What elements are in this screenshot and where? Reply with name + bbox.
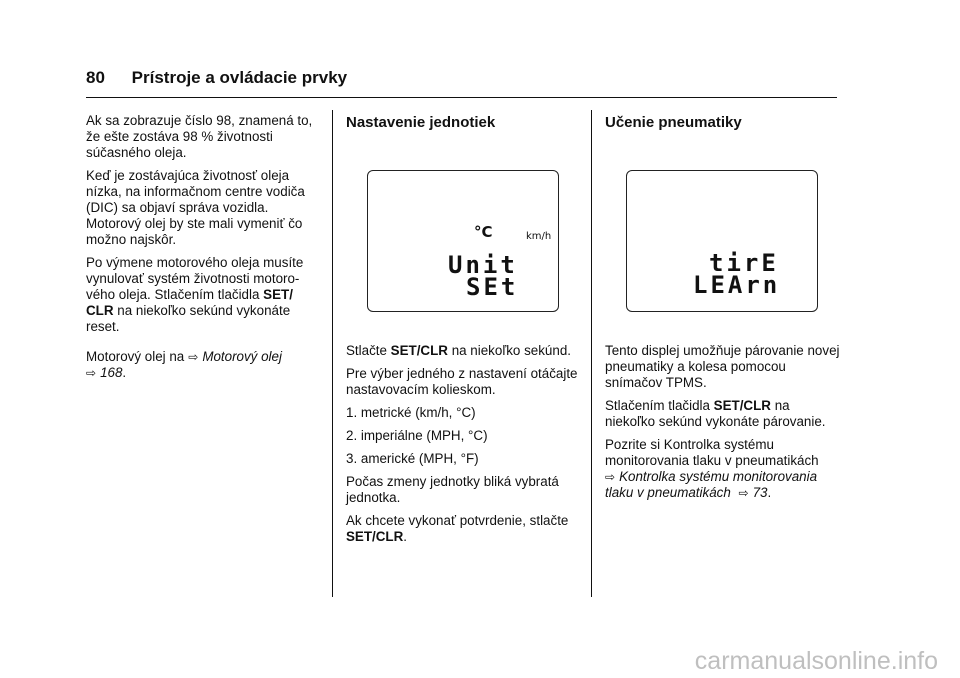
unit-settings-text [346, 343, 582, 552]
list-item: 2. imperiálne (MPH, °C) [346, 428, 488, 443]
page-reference[interactable]: 168 [100, 365, 123, 380]
column-divider [591, 110, 592, 597]
reference-arrow-icon: ⇨ [86, 366, 97, 380]
paragraph: Stlačte SET/CLR na niekoľko sekúnd. [346, 343, 571, 358]
list-item: 1. metrické (km/h, °C) [346, 405, 476, 420]
watermark: carmanualsonline.info [694, 647, 938, 675]
display-line-2: LEArn [693, 271, 781, 299]
paragraph: Ak chcete vykonať potvrdenie, stlačte SET/CLR. [346, 513, 569, 544]
lcd-display-tire-learn [626, 170, 818, 312]
page-number: 80 [86, 68, 105, 87]
paragraph: Pozrite si Kontrolka systému monitorovania tlaku v pneumatikách ⇨ Kontrolka systému monitorovania tlaku v pneumatikách ⇨ 73. [605, 437, 819, 500]
column-tire-learn [605, 114, 841, 132]
paragraph: Ak sa zobrazuje číslo 98, znamená to, že ešte zostáva 98 % životnosti súčasného oleja. [86, 113, 313, 160]
paragraph: Motorový olej na ⇨ Motorový olej ⇨ 168. [86, 349, 282, 380]
page-header [86, 68, 347, 88]
cross-reference-link[interactable]: Motorový olej [202, 349, 282, 364]
paragraph: Tento displej umožňuje párovanie novej pneumatiky a kolesa pomocou snímačov TPMS. [605, 343, 840, 390]
lcd-display-unit-set [367, 170, 559, 312]
display-line-1: Unit [448, 251, 518, 279]
paragraph: Pre výber jedného z nastavení otáčajte nastavovacím kolieskom. [346, 366, 578, 397]
paragraph: Keď je zostávajúca životnosť oleja nízka, na informačnom centre vodiča (DIC) sa objaví správa vozidla. Motorový olej by ste mali vymeniť čo možno najskôr. [86, 168, 305, 247]
paragraph: Po výmene motorového oleja musíte vynulovať systém životnosti motoro-vého oleja. Stlačením tlačidla SET/ CLR na niekoľko sekúnd vykonáte reset. [86, 255, 304, 334]
page-title: Prístroje a ovládacie prvky [131, 68, 348, 87]
tire-learn-text [605, 343, 841, 508]
speed-unit: km/h [526, 231, 552, 242]
header-rule [86, 97, 837, 98]
section-heading: Nastavenie jednotiek [346, 114, 496, 131]
reference-arrow-icon: ⇨ [188, 350, 199, 364]
reference-arrow-icon: ⇨ [605, 470, 616, 484]
column-oil-life [86, 113, 322, 388]
display-line-2: SEt [466, 273, 519, 301]
display-line-1: tirE [709, 249, 779, 277]
reference-arrow-icon: ⇨ [738, 486, 749, 500]
cross-reference-link[interactable]: Kontrolka systému monitorovania tlaku v pneumatikách [605, 469, 818, 500]
column-unit-settings [346, 114, 582, 132]
column-divider [332, 110, 333, 597]
list-item: 3. americké (MPH, °F) [346, 451, 479, 466]
page-reference[interactable]: 73 [752, 485, 768, 500]
paragraph: Stlačením tlačidla SET/CLR na niekoľko sekúnd vykonáte párovanie. [605, 398, 826, 429]
section-heading: Učenie pneumatiky [605, 114, 742, 131]
temperature-unit: °C [474, 223, 493, 241]
paragraph: Počas zmeny jednotky bliká vybratá jednotka. [346, 474, 559, 505]
